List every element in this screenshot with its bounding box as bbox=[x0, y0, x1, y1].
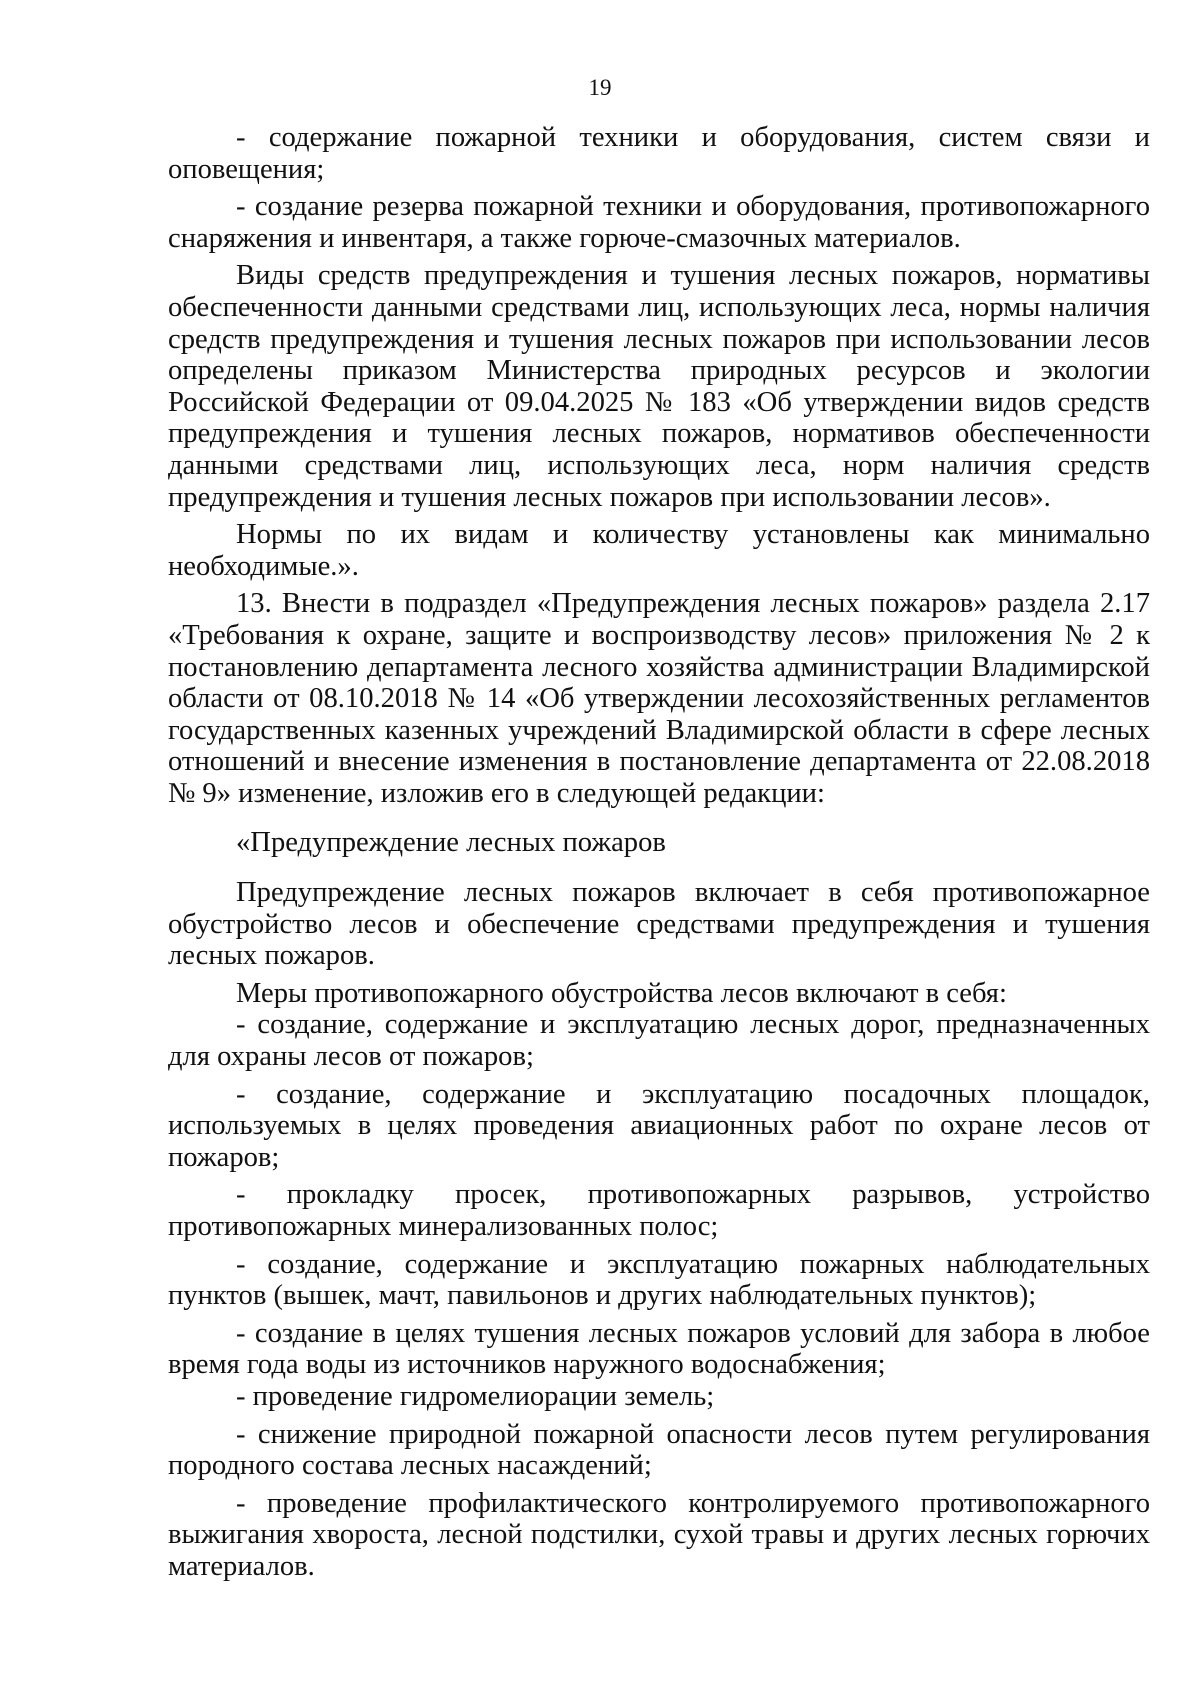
paragraph-prevention-includes: Предупреждение лесных пожаров включает в себя противопожарное обустройство лесов и обеспечение средствами предупреждения и тушения лесных пожаров. bbox=[168, 877, 1150, 972]
document-body bbox=[168, 122, 1150, 1583]
paragraph-means-types: Виды средств предупреждения и тушения лесных пожаров, нормативы обеспеченности данными средствами лиц, использующих леса, нормы наличия средств предупреждения и тушения лесных пожаров при использовании лесов определены приказом Министерства природных ресурсов и экологии Российской Федерации от 09.04.2025 № 183 «Об утверждении видов средств предупреждения и тушения лесных пожаров, нормативов обеспеченности данными средствами лиц, использующих леса, норм наличия средств предупреждения и тушения лесных пожаров при использовании лесов». bbox=[168, 260, 1150, 513]
paragraph-measures-intro: Меры противопожарного обустройства лесов включают в себя: bbox=[236, 977, 1007, 1009]
list-item-forest-roads: - создание, содержание и эксплуатацию лесных дорог, предназначенных для охраны лесов от пожаров; bbox=[168, 1009, 1150, 1073]
list-item-water-intake: - создание в целях тушения лесных пожаров условий для забора в любое время года воды из источников наружного водоснабжения; bbox=[168, 1317, 1150, 1381]
list-item-fire-equipment-maintenance: - содержание пожарной техники и оборудования, систем связи и оповещения; bbox=[168, 122, 1150, 185]
list-item-observation-points: - создание, содержание и эксплуатацию пожарных наблюдательных пунктов (вышек, мачт, павильонов и других наблюдательных пунктов); bbox=[168, 1248, 1150, 1312]
list-item-hydromelioration: - проведение гидромелиорации земель; bbox=[236, 1380, 715, 1412]
section-heading-fire-prevention: «Предупреждение лесных пожаров bbox=[236, 827, 666, 859]
paragraph-norms-minimum: Нормы по их видам и количеству установлены как минимально необходимые.». bbox=[168, 519, 1150, 582]
list-item-landing-sites: - создание, содержание и эксплуатацию посадочных площадок, используемых в целях проведения авиационных работ по охране лесов от пожаров; bbox=[168, 1078, 1150, 1173]
list-item-fire-hazard-reduction: - снижение природной пожарной опасности лесов путем регулирования породного состава лесных насаждений; bbox=[168, 1418, 1150, 1482]
page-number: 19 bbox=[588, 75, 612, 100]
paragraph-item-13: 13. Внести в подраздел «Предупреждения лесных пожаров» раздела 2.17 «Требования к охране, защите и воспроизводству лесов» приложения № 2 к постановлению департамента лесного хозяйства администрации Владимирской области от 08.10.2018 № 14 «Об утверждении лесохозяйственных регламентов государственных казенных учреждений Владимирской области в сфере лесных отношений и внесение изменения в постановление департамента от 22.08.2018 № 9» изменение, изложив его в следующей редакции: bbox=[168, 588, 1150, 809]
list-item-controlled-burning: - проведение профилактического контролируемого противопожарного выжигания хвороста, лесной подстилки, сухой травы и других лесных горючих материалов. bbox=[168, 1487, 1150, 1582]
list-item-clearings-firebreaks: - прокладку просек, противопожарных разрывов, устройство противопожарных минерализованных полос; bbox=[168, 1179, 1150, 1242]
list-item-fire-equipment-reserve: - создание резерва пожарной техники и оборудования, противопожарного снаряжения и инвентаря, а также горюче-смазочных материалов. bbox=[168, 191, 1150, 254]
